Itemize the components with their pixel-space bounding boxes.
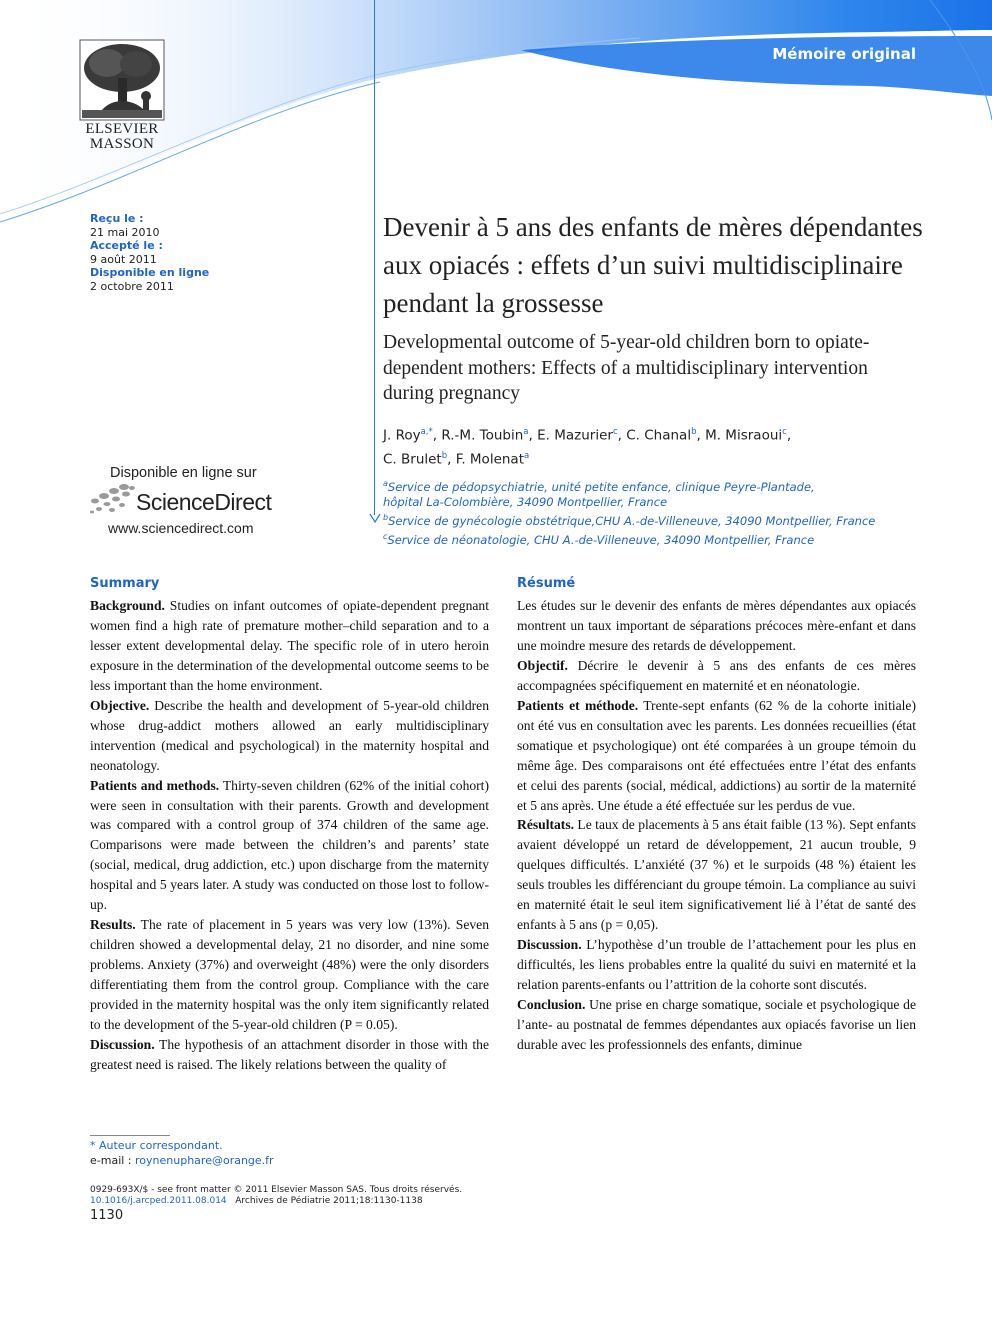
resume-paragraph [517,656,916,696]
author-affiliation-ref: b [441,450,448,461]
paragraph-text: Une prise en charge somatique, sociale et psychologique de l’ante- au postnatal de femmes dépendantes aux opiacés favorise un lien durable avec les professionnels des enfants, diminue [517,997,916,1052]
resume-paragraph [517,995,916,1055]
paragraph-text: The rate of placement in 5 years was very low (13%). Seven children showed a developmental delay, 21 no disorder, and nine some problems. Anxiety (37%) and overweight (48%) were the only disorders differentiating them from the control group. Compliance with the care provided in the maternity hospital was the only item significantly related to the development of the 5-year-old children (P = 0.05). [90,917,489,1033]
doi-link[interactable]: 10.1016/j.arcped.2011.08.014 [90,1196,227,1206]
affiliation-text: Service de gynécologie obstétrique,CHU A.-de-Villeneuve, 34090 Montpellier, France [388,513,876,528]
paragraph-text: Les études sur le devenir des enfants de mères dépendantes aux opiacés montrent un taux important de séparations précoces mère-enfant et dans une moindre mesure des retards de développement. [517,598,916,653]
resume-column [517,596,916,1055]
resume-paragraph [517,696,916,816]
resume-paragraph [517,935,916,995]
article-dates [90,212,209,293]
email-link[interactable]: roynenuphare@orange.fr [135,1154,274,1167]
author-name: R.-M. Toubin [441,427,524,444]
resume-heading: Résumé [517,576,576,591]
author-name: E. Mazurier [537,427,613,444]
corresponding-author-footnote [90,1138,274,1168]
paragraph-text: L’hypothèse d’un trouble de l’attachement pour les plus en difficultés, les liens probables entre la qualité du suivi en maternité et la relation parents-enfants ou l’attrition de la cohorte sont discutés. [517,937,916,993]
publisher-line-1: ELSEVIER [85,121,159,137]
author-name: C. Chanal [626,427,692,444]
resume-paragraph [517,596,916,656]
article-title-english: Developmental outcome of 5-year-old children born to opiate-dependent mothers: Effects of a multidisciplinary intervention during pregnancy [383,332,870,404]
publisher-line-2: MASSON [89,136,155,152]
author-affiliation-ref: b [691,427,697,437]
accepted-date: 9 août 2011 [90,252,157,266]
summary-paragraph [90,1035,489,1075]
affiliation-text: Service de pédopsychiatrie, unité petite enfance, clinique Peyre-Plantade, [387,479,815,494]
affiliation-item [383,529,943,548]
page-number: 1130 [90,1208,124,1223]
article-title-french: Devenir à 5 ans des enfants de mères dépendantes aux opiacés : effets d’un suivi multidisciplinaire pendant la grossesse [383,212,923,318]
paragraph-text: Thirty-seven children (62% of the initial cohort) were seen in consultation with their parents. Growth and development was compared with a control group of 374 children of the same age. Comparisons were made between the children’s and parents’ state (social, medical, drug addiction, etc.) upon discharge from the maternity hospital and 5 years later. A study was conducted on those lost to follow-up. [90,777,489,913]
paragraph-label: Results. [90,917,136,933]
author-list: J. Roy$^{a,*}$, R.-M. Toubin$^a$, E. Mazurier$^c$, C. Chanal$^b$, M. Misraoui$^c$, C. Brulet$^b$, F. Molenat$^a$ [383,427,792,467]
affiliation-item [383,510,943,529]
affiliation-marker: c [383,531,388,541]
author-name: C. Brulet [383,451,442,467]
publisher-name [62,122,182,152]
sciencedirect-logo-text: ScienceDirect [136,489,272,515]
online-label: Disponible en ligne [90,266,210,279]
sciencedirect-available-label: Disponible en ligne sur [110,465,257,481]
summary-paragraph [90,776,489,916]
affiliation-item [383,476,943,495]
author-affiliation-ref: c [612,427,618,437]
footnote-divider [90,1135,170,1136]
received-date: 21 mai 2010 [90,225,160,239]
paragraph-label: Background. [90,598,165,613]
received-label: Reçu le : [90,212,144,225]
accepted-label: Accepté le : [90,239,163,252]
email-label: e-mail : [90,1154,136,1167]
online-date: 2 octobre 2011 [90,279,174,293]
affiliation-list [383,476,943,547]
author-name: F. Molenat [455,451,524,467]
author-affiliation-ref: a [523,427,529,437]
summary-paragraph [90,596,489,696]
paragraph-text: Le taux de placements à 5 ans était faible (13 %). Sept enfants avaient développé un retard de développement, 21 aucun trouble, 9 quelques difficultés. L’anxiété (37 %) et le surpoids (48 %) étaient les seuls troubles les différenciant du groupe témoin. La compliance au suivi en maternité était le seul item significativement lié à l’état de santé des enfants à 5 ans (p = 0,05). [517,817,917,933]
affiliation-marker: b [383,512,389,522]
summary-heading: Summary [90,576,160,591]
author-name: J. Roy [383,427,421,444]
corresponding-author-label: * Auteur correspondant. [90,1139,223,1152]
author-affiliation-ref: c [782,427,787,437]
summary-paragraph [90,915,489,1035]
affiliation-marker: a [383,479,388,488]
author-name: M. Misraoui [705,427,783,444]
citation-line [90,1196,462,1207]
author-affiliation-ref: a,* [420,427,433,437]
paragraph-text: Décrire le devenir à 5 ans des enfants de ces mères accompagnées spécifiquement en maternité et en néonatologie. [517,657,916,693]
summary-paragraph [90,696,489,776]
paragraph-label: Patients et méthode. [517,697,639,713]
summary-column [90,596,489,1075]
paragraph-text: Describe the health and development of 5-year-old children whose drug-addict mothers allowed an early multidisciplinary intervention (medical and psychological) in the maternity hospital and neonatology. [90,697,489,773]
article-type-label: Mémoire original [772,45,916,63]
paragraph-label: Objective. [90,697,150,713]
paragraph-label: Objectif. [517,657,568,673]
journal-citation: Archives de Pédiatrie 2011;18:1130-1138 [235,1196,423,1206]
paragraph-label: Discussion. [517,937,582,953]
paragraph-text: The hypothesis of an attachment disorder in those with the greatest need is raised. The likely relations between the quality of [90,1036,489,1072]
vertical-rule [374,0,375,515]
paragraph-label: Conclusion. [517,997,586,1013]
paragraph-text: Studies on infant outcomes of opiate-dependent pregnant women find a high rate of premature mother–child separation and to a lesser extent developmental delay. The specific role of in utero heroin exposure in the determination of the developmental outcome seems to be less important than the home environment. [90,598,489,693]
copyright-line: 0929-693X/$ - see front matter © 2011 Elsevier Masson SAS. Tous droits réservés. [90,1185,463,1195]
resume-paragraph [517,815,916,935]
paragraph-label: Patients and methods. [90,777,220,793]
affiliation-text: hôpital La-Colombière, 34090 Montpellier, France [383,494,668,509]
sciencedirect-url[interactable]: www.sciencedirect.com [108,520,254,536]
sciencedirect-dots-icon [88,482,138,516]
paragraph-label: Résultats. [517,817,575,833]
paragraph-text: Trente-sept enfants (62 % de la cohorte initiale) ont été vus en consultation avec les parents. Les données recueillies (état somatique et psychologique) ont été comparées à un groupe témoin du même âge. Des comparaisons ont été effectuées entre l’état des enfants et celui des parents (social, médical, addictions) au sortir de la maternité et 5 ans après. Une étude a été effectuée sur les perdus de vue. [517,697,916,813]
affiliation-item [383,495,943,510]
author-affiliation-ref: a [524,450,530,461]
affiliation-text: Service de néonatologie, CHU A.-de-Villeneuve, 34090 Montpellier, France [387,532,815,547]
page-footer [90,1185,462,1207]
arrow-down-icon [369,512,381,524]
email-line [90,1153,274,1168]
paragraph-label: Discussion. [90,1036,155,1052]
